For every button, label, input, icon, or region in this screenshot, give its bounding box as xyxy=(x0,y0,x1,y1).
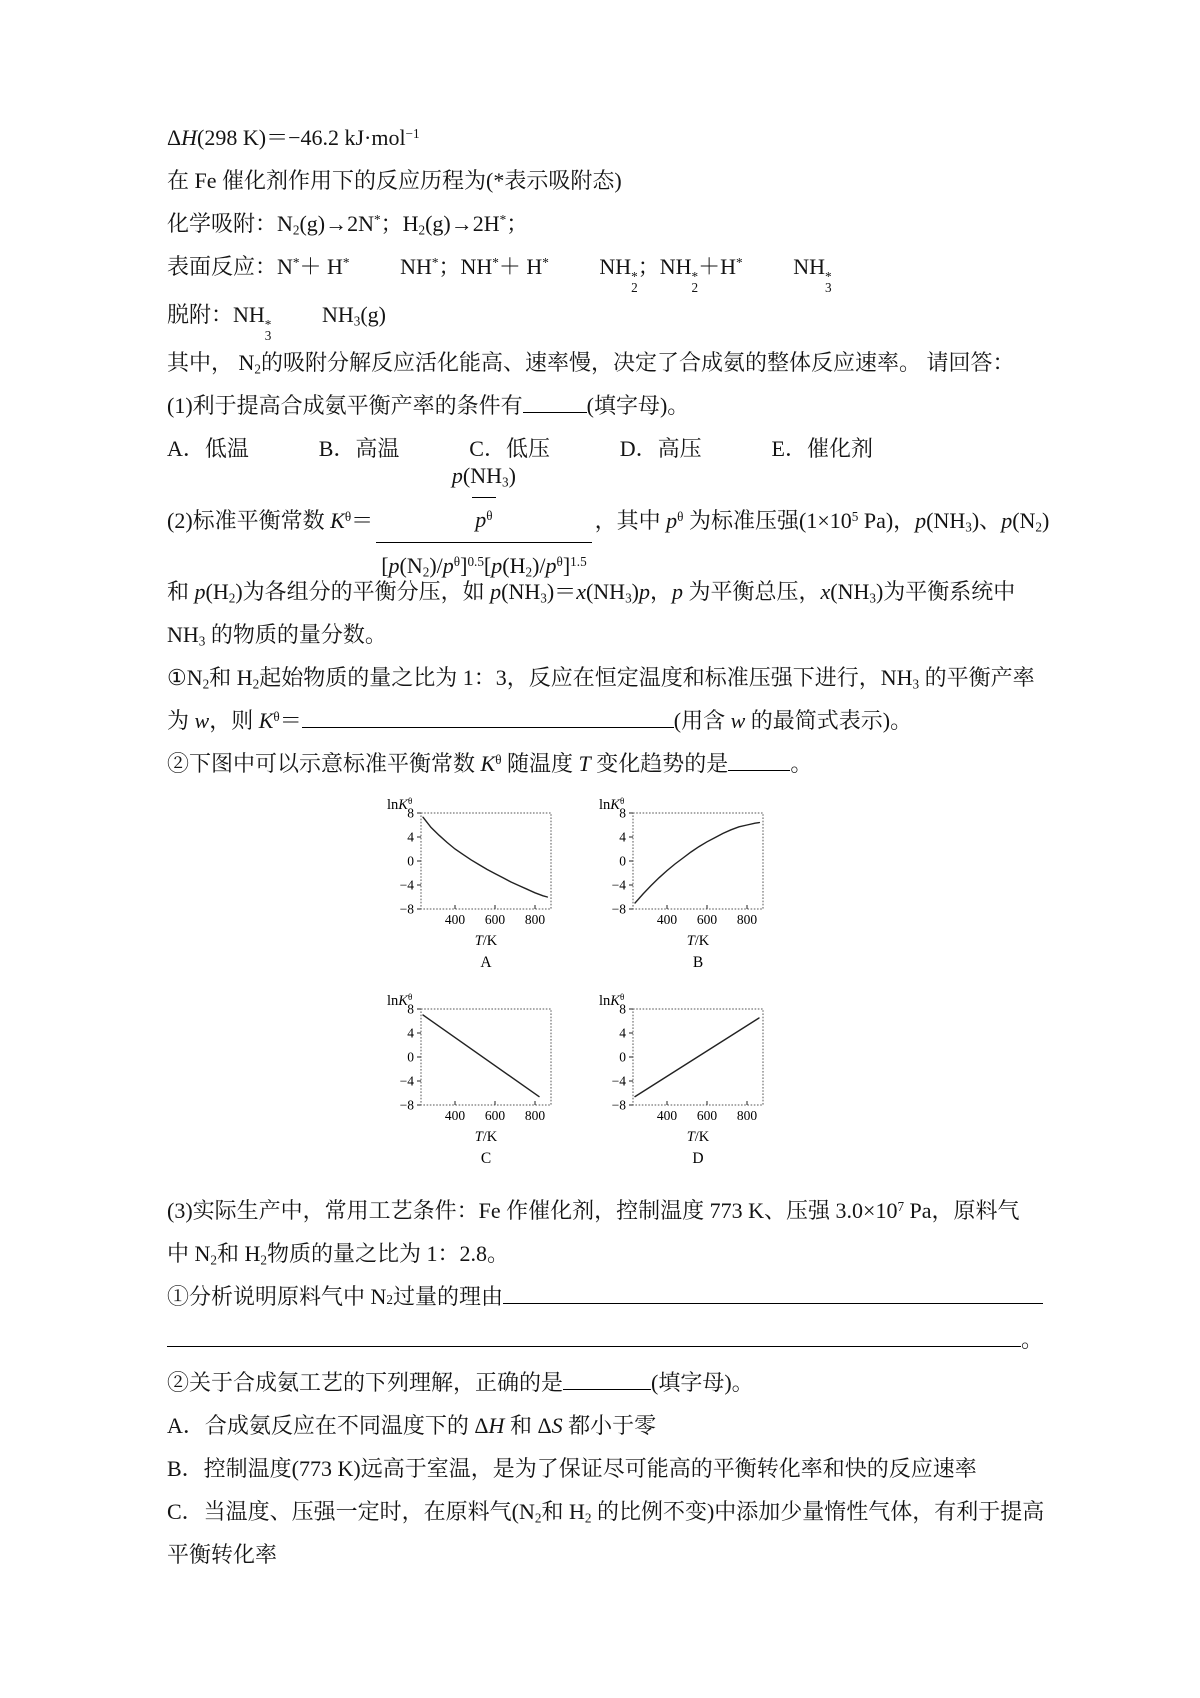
question-3-sub1-answer-line: 。 xyxy=(167,1318,1043,1361)
plot-box xyxy=(421,813,551,909)
y-tick-label: −8 xyxy=(399,1097,414,1113)
chart-letter-label: B xyxy=(692,954,704,972)
x-axis-label: T/K xyxy=(686,933,710,950)
option-c-low-pressure: C．低压 xyxy=(469,436,550,462)
trend-curve xyxy=(635,1018,759,1097)
x-tick-label: 800 xyxy=(524,912,546,928)
chart-option-c xyxy=(379,991,584,1177)
question-3-sub2-stem: ②关于合成氨工艺的下列理解，正确的是 (填字母)。 xyxy=(167,1370,754,1396)
trend-charts-grid xyxy=(379,795,1043,1177)
chart-letter-label: A xyxy=(480,954,492,972)
rate-summary-line: 其中， $N_2$的吸附分解反应活化能高、速率慢，决定了合成氨的整体反应速率。 请回答： xyxy=(167,350,1015,377)
question-2-sub2-stem: ②下图中可以示意标准平衡常数 $K^\theta$ 随温度 T 变化趋势的是 。 xyxy=(167,751,813,777)
chart-svg-C xyxy=(379,991,584,1171)
question-3-line1: (3)实际生产中，常用工艺条件：Fe 作催化剂，控制温度 773 K、压强 $3.0\times 10^7$ Pa，原料气 xyxy=(167,1198,1020,1224)
option-a-low-temp: A．低温 xyxy=(167,436,249,462)
chart-option-a xyxy=(379,795,584,981)
y-tick-label: −4 xyxy=(611,877,626,893)
y-tick-label: 0 xyxy=(619,1049,626,1065)
y-axis-label: lnK$^\theta$ xyxy=(387,796,413,814)
question-3-sub1-stem: ①分析说明原料气中 N 2 过量的理由 xyxy=(167,1275,1043,1318)
option-b-high-temp: B．高温 xyxy=(318,436,400,462)
x-tick-label: 800 xyxy=(524,1108,546,1124)
y-axis-label: lnK$^\theta$ xyxy=(599,796,625,814)
chemisorption-equation: 化学吸附：$N_2(g)\to 2N^*$；$H_2(g)\to 2H^*$； xyxy=(167,211,529,238)
y-tick-label: 8 xyxy=(619,1001,626,1017)
y-tick-label: −8 xyxy=(611,901,626,917)
x-tick-label: 400 xyxy=(656,1108,678,1124)
x-tick-label: 600 xyxy=(696,912,718,928)
question-3-line2: 中 $N_2$和 $H_2$物质的量之比为 1：2.8。 xyxy=(167,1241,509,1268)
y-tick-label: −8 xyxy=(399,901,414,917)
y-tick-label: 8 xyxy=(407,805,414,821)
question-1-stem: (1)利于提高合成氨平衡产率的条件有 (填字母)。 xyxy=(167,393,690,419)
x-tick-label: 800 xyxy=(736,912,758,928)
x-tick-label: 800 xyxy=(736,1108,758,1124)
surface-reaction-equation: 表面反应：N*＋ H* NH*；NH*＋ H* NH * 2 ；NH * 2 ＋H* NH * 3 xyxy=(167,254,832,295)
y-tick-label: 8 xyxy=(619,805,626,821)
y-tick-label: 4 xyxy=(407,829,414,845)
y-tick-label: 4 xyxy=(619,1025,626,1041)
question-2-line3: $NH_3$ 的物质的量分数。 xyxy=(167,622,387,649)
y-tick-label: −4 xyxy=(399,1073,414,1089)
trend-curve xyxy=(423,817,547,897)
desorption-equation: 脱附：NH * 3 $NH_3(g)$ xyxy=(167,302,386,343)
chart-svg-B xyxy=(591,795,796,975)
y-tick-label: 0 xyxy=(407,853,414,869)
x-axis-label: T/K xyxy=(686,1129,710,1146)
y-axis-label: lnK$^\theta$ xyxy=(387,992,413,1010)
numerator-sub-fraction xyxy=(449,454,519,541)
denominator: $[p(N_2)/p^\theta]^{0.5}[p(H_2)/p^\theta]^{1.5}$ xyxy=(376,542,591,587)
plot-box xyxy=(633,813,763,909)
numerator-top: $p(NH_3)$ xyxy=(451,462,516,490)
chart-option-d xyxy=(591,991,796,1177)
reaction-pathway-intro: 在 Fe 催化剂作用下的反应历程为(*表示吸附态) xyxy=(167,168,622,193)
x-tick-label: 600 xyxy=(484,912,506,928)
y-tick-label: 0 xyxy=(407,1049,414,1065)
chart-letter-label: C xyxy=(480,1150,492,1168)
k-theta-definition-suffix: ，其中 $p^\theta$ 为标准压强($1\times 10^5$ Pa)，$p(NH_3)$、$p(N_2)$ xyxy=(594,507,1050,535)
delta-h-line: ΔH(298 K)＝−46.2 kJ·mol$^{-1}$ xyxy=(167,125,420,150)
chart-svg-D xyxy=(591,991,796,1171)
question-2-sub1-line2: 为 w，则 $K^\theta=$ (用含 w 的最简式表示)。 xyxy=(167,708,913,734)
x-axis-label: T/K xyxy=(474,1129,498,1146)
y-tick-label: 0 xyxy=(619,853,626,869)
trend-curve xyxy=(635,823,759,903)
chart-option-b xyxy=(591,795,796,981)
x-tick-label: 400 xyxy=(444,1108,466,1124)
question-3-option-a: A．合成氨反应在不同温度下的 ΔH 和 ΔS 都小于零 xyxy=(167,1413,657,1439)
x-tick-label: 400 xyxy=(656,912,678,928)
question-3-option-c-line2: 平衡转化率 xyxy=(167,1542,278,1568)
y-tick-label: 8 xyxy=(407,1001,414,1017)
numerator-bottom: $p^\theta$ xyxy=(472,497,495,541)
x-axis-label: T/K xyxy=(474,933,498,950)
trend-curve xyxy=(423,1015,539,1097)
chart-letter-label: D xyxy=(692,1150,704,1168)
y-tick-label: −4 xyxy=(399,877,414,893)
y-tick-label: 4 xyxy=(619,829,626,845)
question-2-sub1-line1: $①N_2$和 $H_2$起始物质的量之比为 1：3，反应在恒定温度和标准压强下进行，$NH_3$ 的平衡产率 xyxy=(167,665,1035,692)
option-d-high-pressure: D．高压 xyxy=(619,436,702,462)
k-theta-definition-prefix: (2)标准平衡常数 $K^\theta=$ xyxy=(167,507,374,533)
question-3-option-c-line1: C．当温度、压强一定时，在原料气($N_2$和 $H_2$ 的比例不变)中添加少量惰性气体，有利于提高 xyxy=(167,1499,1045,1526)
y-axis-label: lnK$^\theta$ xyxy=(599,992,625,1010)
question-3-option-b: B．控制温度(773 K)远高于室温，是为了保证尽可能高的平衡转化率和快的反应速率 xyxy=(167,1456,977,1482)
question-2-line2: 和 $p(H_2)$为各组分的平衡分压，如 $p(NH_3)=x(NH_3)p$，p 为平衡总压，$x(NH_3)$为平衡系统中 xyxy=(167,579,1016,606)
y-tick-label: 4 xyxy=(407,1025,414,1041)
y-tick-label: −8 xyxy=(611,1097,626,1113)
k-expression-fraction xyxy=(376,454,591,587)
option-e-catalyst: E．催化剂 xyxy=(771,436,873,462)
document-content xyxy=(167,116,1050,1576)
chart-svg-A xyxy=(379,795,584,975)
y-tick-label: −4 xyxy=(611,1073,626,1089)
x-tick-label: 600 xyxy=(484,1108,506,1124)
x-tick-label: 400 xyxy=(444,912,466,928)
question-2-formula-line xyxy=(167,462,1050,580)
x-tick-label: 600 xyxy=(696,1108,718,1124)
